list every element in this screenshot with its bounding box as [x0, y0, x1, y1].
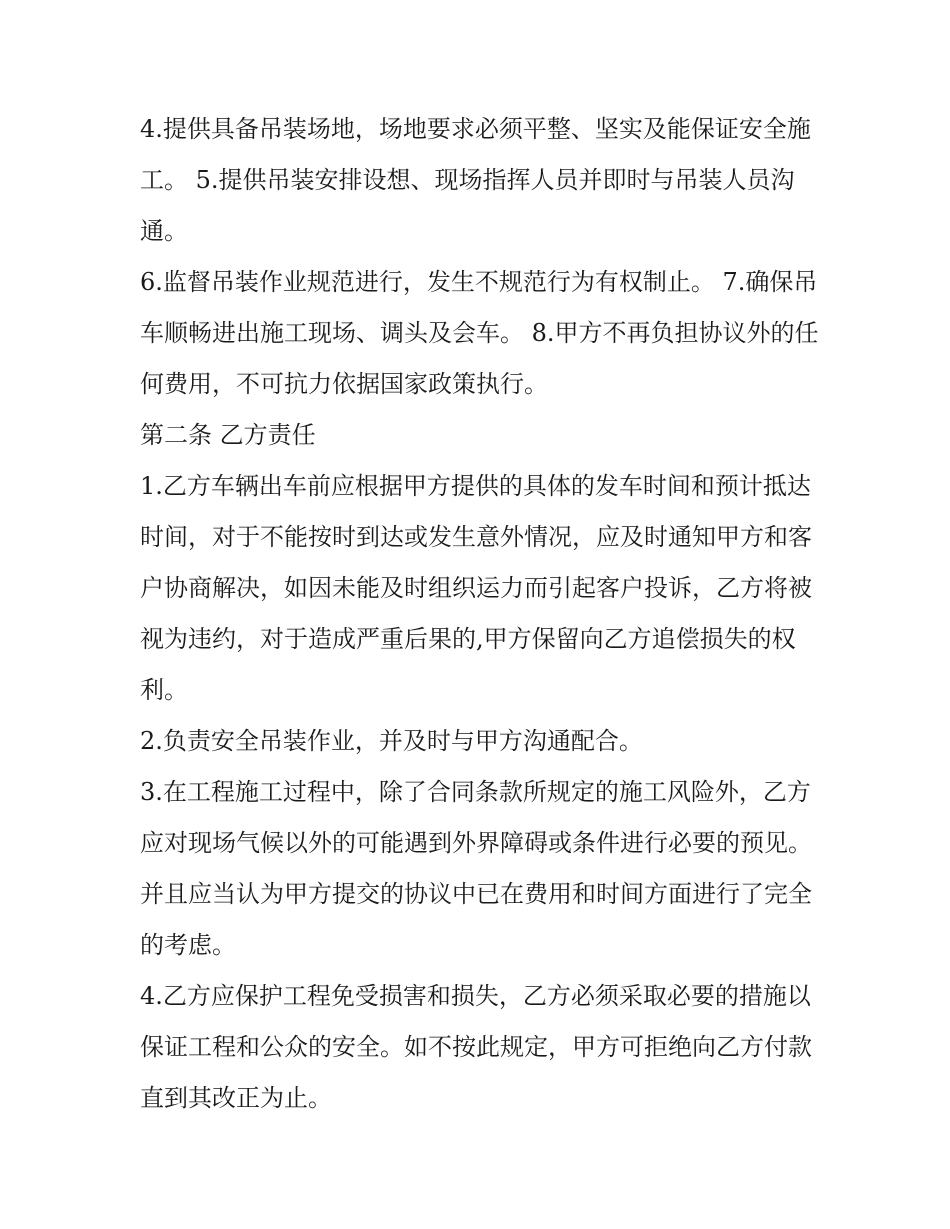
clause-paragraph-party-a-6-8: 6.监督吊装作业规范进行，发生不规范行为有权制止。 7.确保吊车顺畅进出施工现场、调头及会车。 8.甲方不再负担协议外的任何费用，不可抗力依据国家政策执行。	[140, 268, 819, 398]
clause-paragraph-party-b-4: 4.乙方应保护工程免受损害和损失，乙方必须采取必要的措施以保证工程和公众的安全。如不按此规定，甲方可拒绝向乙方付款直到其改正为止。	[140, 982, 812, 1112]
section-heading-party-b: 第二条 乙方责任	[140, 421, 316, 449]
document-body	[140, 104, 820, 1124]
clause-paragraph-party-b-1: 1.乙方车辆出车前应根据甲方提供的具体的发车时间和预计抵达时间，对于不能按时到达或发生意外情况，应及时通知甲方和客户协商解决，如因未能及时组织运力而引起客户投诉，乙方将被视为违约，对于造成严重后果的,甲方保留向乙方追偿损失的权利。	[140, 472, 812, 704]
clause-paragraph-party-b-3: 3.在工程施工过程中，除了合同条款所规定的施工风险外，乙方应对现场气候以外的可能遇到外界障碍或条件进行必要的预见。并且应当认为甲方提交的协议中已在费用和时间方面进行了完全的考虑。	[140, 778, 812, 959]
clause-paragraph-party-a-4-5: 4.提供具备吊装场地，场地要求必须平整、坚实及能保证安全施工。 5.提供吊装安排设想、现场指挥人员并即时与吊装人员沟通。	[140, 115, 811, 245]
clause-paragraph-party-b-2: 2.负责安全吊装作业，并及时与甲方沟通配合。	[140, 727, 643, 755]
